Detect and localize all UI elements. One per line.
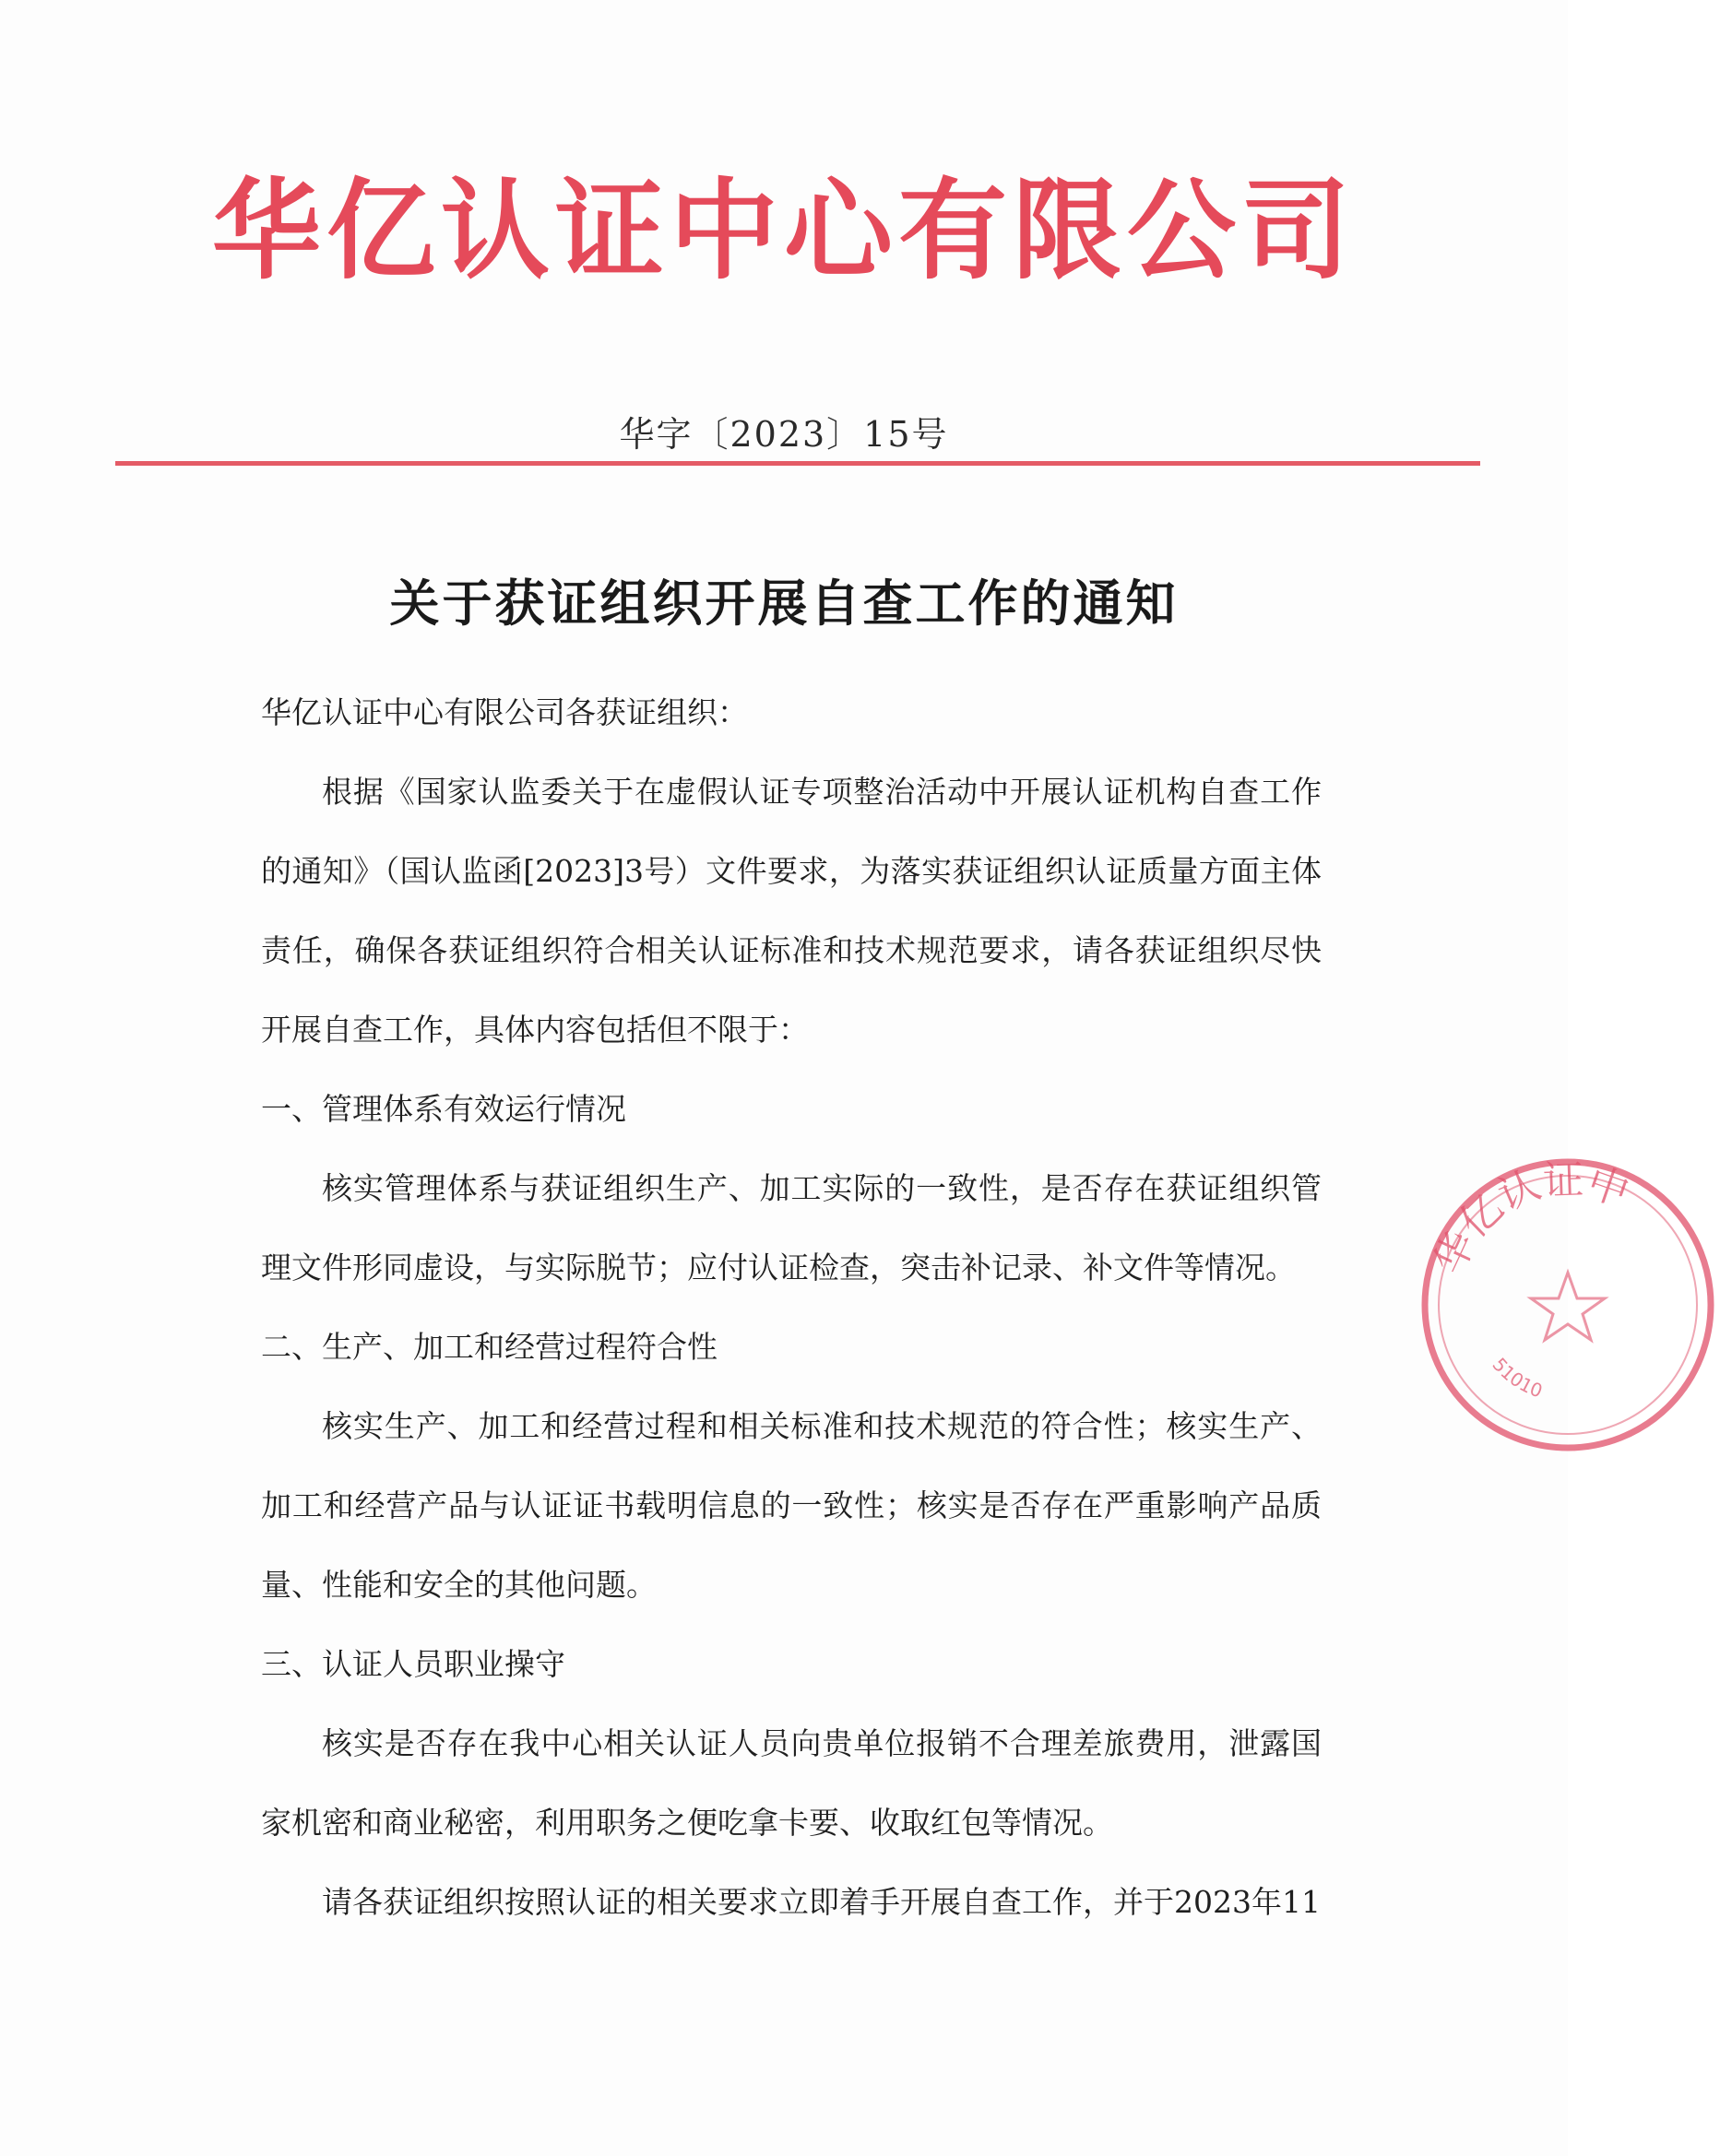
paragraph-intro: 根据《国家认监委关于在虚假认证专项整治活动中开展认证机构自查工作的通知》（国认监函[2023]3号）文件要求，为落实获证组织认证质量方面主体责任，确保各获证组织符合相关认证标准和技术规范要求，请各获证组织尽快开展自查工作，具体内容包括但不限于： <box>261 774 1322 1048</box>
document-body <box>261 673 1322 1942</box>
company-seal-stamp <box>1416 1153 1720 1457</box>
stamp-text: 华亿认证中 <box>1425 1156 1635 1282</box>
document-number: 华字〔2023〕15号 <box>619 414 949 455</box>
section-heading-3: 三、认证人员职业操守 <box>261 1646 565 1682</box>
stamp-star-icon <box>1531 1273 1605 1340</box>
letterhead-company-name: 华亿认证中心有限公司 <box>211 167 1356 294</box>
document-title: 关于获证组织开展自查工作的通知 <box>389 575 1179 633</box>
section-heading-1: 一、管理体系有效运行情况 <box>261 1091 626 1127</box>
section-heading-2: 二、生产、加工和经营过程符合性 <box>261 1329 718 1365</box>
salutation: 华亿认证中心有限公司各获证组织： <box>261 694 748 730</box>
stamp-code: 51010 <box>1488 1353 1546 1403</box>
paragraph-section-2: 核实生产、加工和经营过程和相关标准和技术规范的符合性；核实生产、加工和经营产品与认证证书载明信息的一致性；核实是否存在严重影响产品质量、性能和安全的其他问题。 <box>261 1408 1322 1603</box>
paragraph-section-3: 核实是否存在我中心相关认证人员向贵单位报销不合理差旅费用，泄露国家机密和商业秘密，利用职务之便吃拿卡要、收取红包等情况。 <box>261 1725 1322 1841</box>
red-divider-line <box>115 461 1480 466</box>
paragraph-section-1: 核实管理体系与获证组织生产、加工实际的一致性，是否存在获证组织管理文件形同虚设，与实际脱节；应付认证检查，突击补记录、补文件等情况。 <box>261 1170 1322 1285</box>
paragraph-closing: 请各获证组织按照认证的相关要求立即着手开展自查工作，并于2023年11 <box>322 1884 1321 1920</box>
